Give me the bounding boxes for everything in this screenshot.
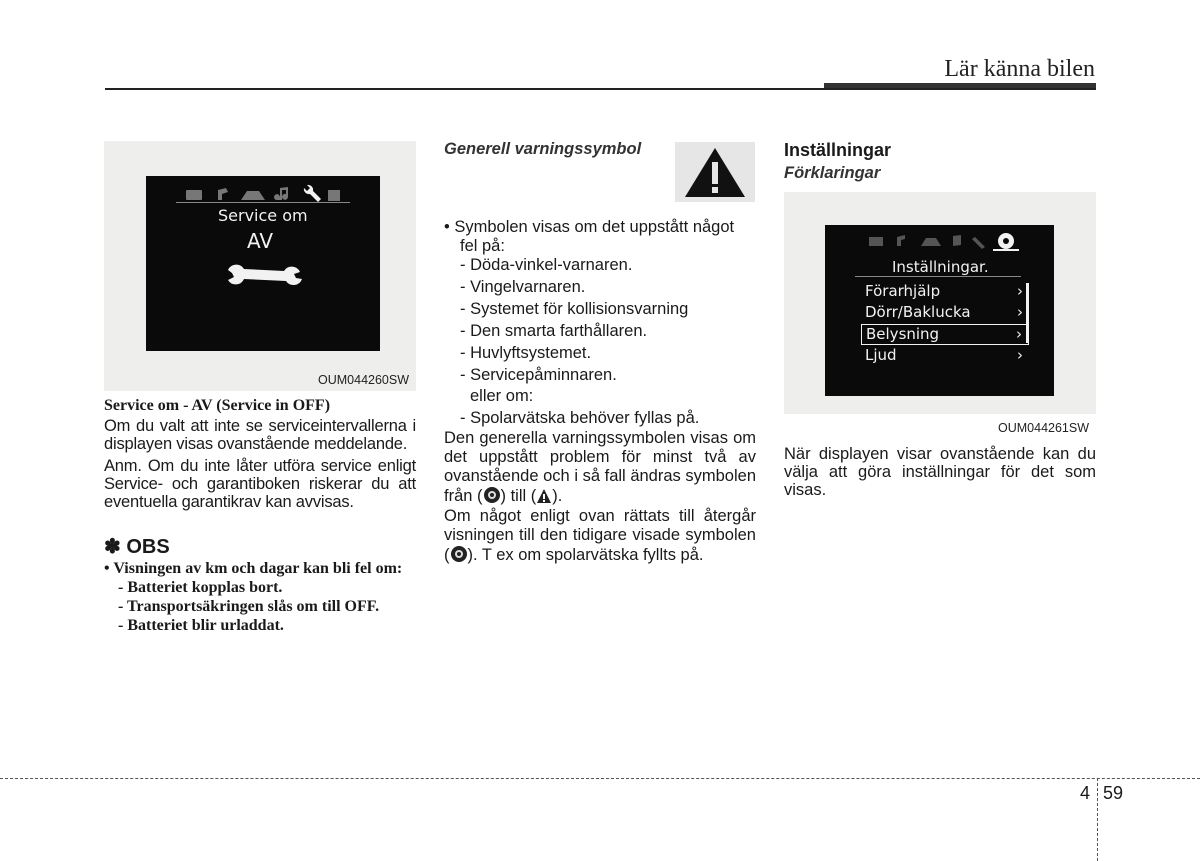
tab-icons-row <box>825 229 1054 253</box>
chevron-right-icon: › <box>1017 282 1023 300</box>
settings-gear-icon <box>998 233 1014 249</box>
gear-icon <box>450 545 468 563</box>
text-fragment: Om något enligt ovan rättats till återgår visningen till den tidigare visade symbolen ( <box>444 507 756 564</box>
chevron-right-icon: › <box>1017 346 1023 364</box>
screen-divider <box>855 276 1021 277</box>
figure-code-right: OUM044261SW <box>998 421 1090 435</box>
header-rule <box>105 88 1096 90</box>
text-fragment: ). T ex om spolarvätska fyllts på. <box>467 546 704 564</box>
paragraph-service-note: Anm. Om du inte låter utföra service enligt Service- och garantiboken riskerar du att eventuella garantikrav kan avvisas. <box>104 457 416 511</box>
warning-bullet-intro: • Symbolen visas om det uppstått något fel på: <box>444 218 735 255</box>
paragraph-settings-info: När displayen visar ovanstående kan du välja att göra inställningar för det som visas. <box>784 445 1096 499</box>
text-fragment: ) till ( <box>500 487 537 505</box>
display-screen <box>146 176 380 351</box>
section-heading-warning: Generell varningssymbol <box>444 140 642 158</box>
settings-tab-icon <box>328 190 340 201</box>
obs-item: - Transportsäkringen slås om till OFF. <box>118 598 380 615</box>
chapter-number: 4 <box>1080 783 1091 803</box>
list-item: eller om: <box>470 387 534 405</box>
running-header-title: Lär känna bilen <box>944 56 1095 82</box>
menu-item-label: Förarhjälp <box>865 282 941 300</box>
obs-title: ✽ OBS <box>104 536 170 558</box>
paragraph-warning-restore <box>444 507 756 565</box>
display-screen <box>825 225 1054 396</box>
wrench-tab-icon <box>304 185 321 202</box>
section-heading-service: Service om - AV (Service in OFF) <box>104 397 331 414</box>
menu-item-label: Dörr/Baklucka <box>865 303 971 321</box>
screen-title: Service om <box>218 206 308 225</box>
menu-item-label: Ljud <box>865 346 897 364</box>
paragraph-service-info: Om du valt att inte se serviceintervallerna i displayen visas ovanstående meddelande. <box>104 417 416 453</box>
obs-item: - Batteriet kopplas bort. <box>118 579 283 596</box>
warning-triangle-icon <box>675 142 755 202</box>
list-item: - Systemet för kollisionsvarning <box>460 300 689 318</box>
gear-icon <box>483 486 501 504</box>
warning-conditions-list <box>444 256 756 428</box>
warning-symbol-figure <box>675 142 755 202</box>
list-item: - Vingelvarnaren. <box>460 278 586 296</box>
text-fragment: ). <box>552 487 563 505</box>
chevron-right-icon: › <box>1016 325 1022 343</box>
scrollbar[interactable] <box>1026 283 1029 343</box>
car-tab-icon <box>921 238 941 246</box>
assist-tab-icon <box>218 188 228 200</box>
list-item: - Spolarvätska behöver fyllas på. <box>460 409 700 427</box>
list-item: - Döda-vinkel-varnaren. <box>460 256 633 274</box>
footer-dashed-rule <box>0 778 1200 779</box>
page-number: 59 <box>1103 783 1124 803</box>
section-heading-settings: Inställningar <box>784 140 892 160</box>
list-item: - Servicepåminnaren. <box>460 366 617 384</box>
section-subheading-explanations: Förklaringar <box>784 164 881 182</box>
menu-item-lighting[interactable] <box>861 324 1029 345</box>
info-tab-icon <box>869 237 883 246</box>
list-item: - Huvlyftsystemet. <box>460 344 592 362</box>
warning-triangle-icon <box>536 488 552 504</box>
wrench-icon <box>226 262 306 288</box>
obs-item: - Batteriet blir urladdat. <box>118 617 284 634</box>
menu-item-door-tailgate[interactable] <box>861 302 1029 323</box>
active-tab-indicator <box>993 249 1019 251</box>
music-tab-icon <box>274 187 288 200</box>
menu-item-driver-assist[interactable] <box>861 281 1029 302</box>
chevron-right-icon: › <box>1017 303 1023 321</box>
wrench-tab-icon <box>972 237 985 249</box>
info-tab-icon <box>186 190 202 200</box>
menu-item-label: Belysning <box>866 325 940 343</box>
figure-service-display <box>104 141 416 391</box>
screen-title: Inställningar. <box>892 258 989 276</box>
assist-tab-icon <box>897 235 905 246</box>
screen-value: AV <box>247 229 274 253</box>
obs-bullet: • Visningen av km och dagar kan bli fel om: <box>104 560 403 577</box>
car-tab-icon <box>241 191 265 200</box>
music-tab-icon <box>953 235 961 246</box>
figure-code-left: OUM044260SW <box>318 373 410 387</box>
text-fragment: Den generella varningssymbolen visas om det uppstått problem för minst två av ovanstående och i så fall ändras symbolen från ( <box>444 429 756 505</box>
screen-divider <box>176 202 350 203</box>
paragraph-warning-change <box>444 429 756 506</box>
tab-icons-row <box>146 180 380 208</box>
footer-dashed-divider <box>1097 778 1098 861</box>
figure-settings-display <box>784 192 1096 414</box>
list-item: - Den smarta farthållaren. <box>460 322 648 340</box>
menu-item-sound[interactable] <box>861 345 1029 366</box>
